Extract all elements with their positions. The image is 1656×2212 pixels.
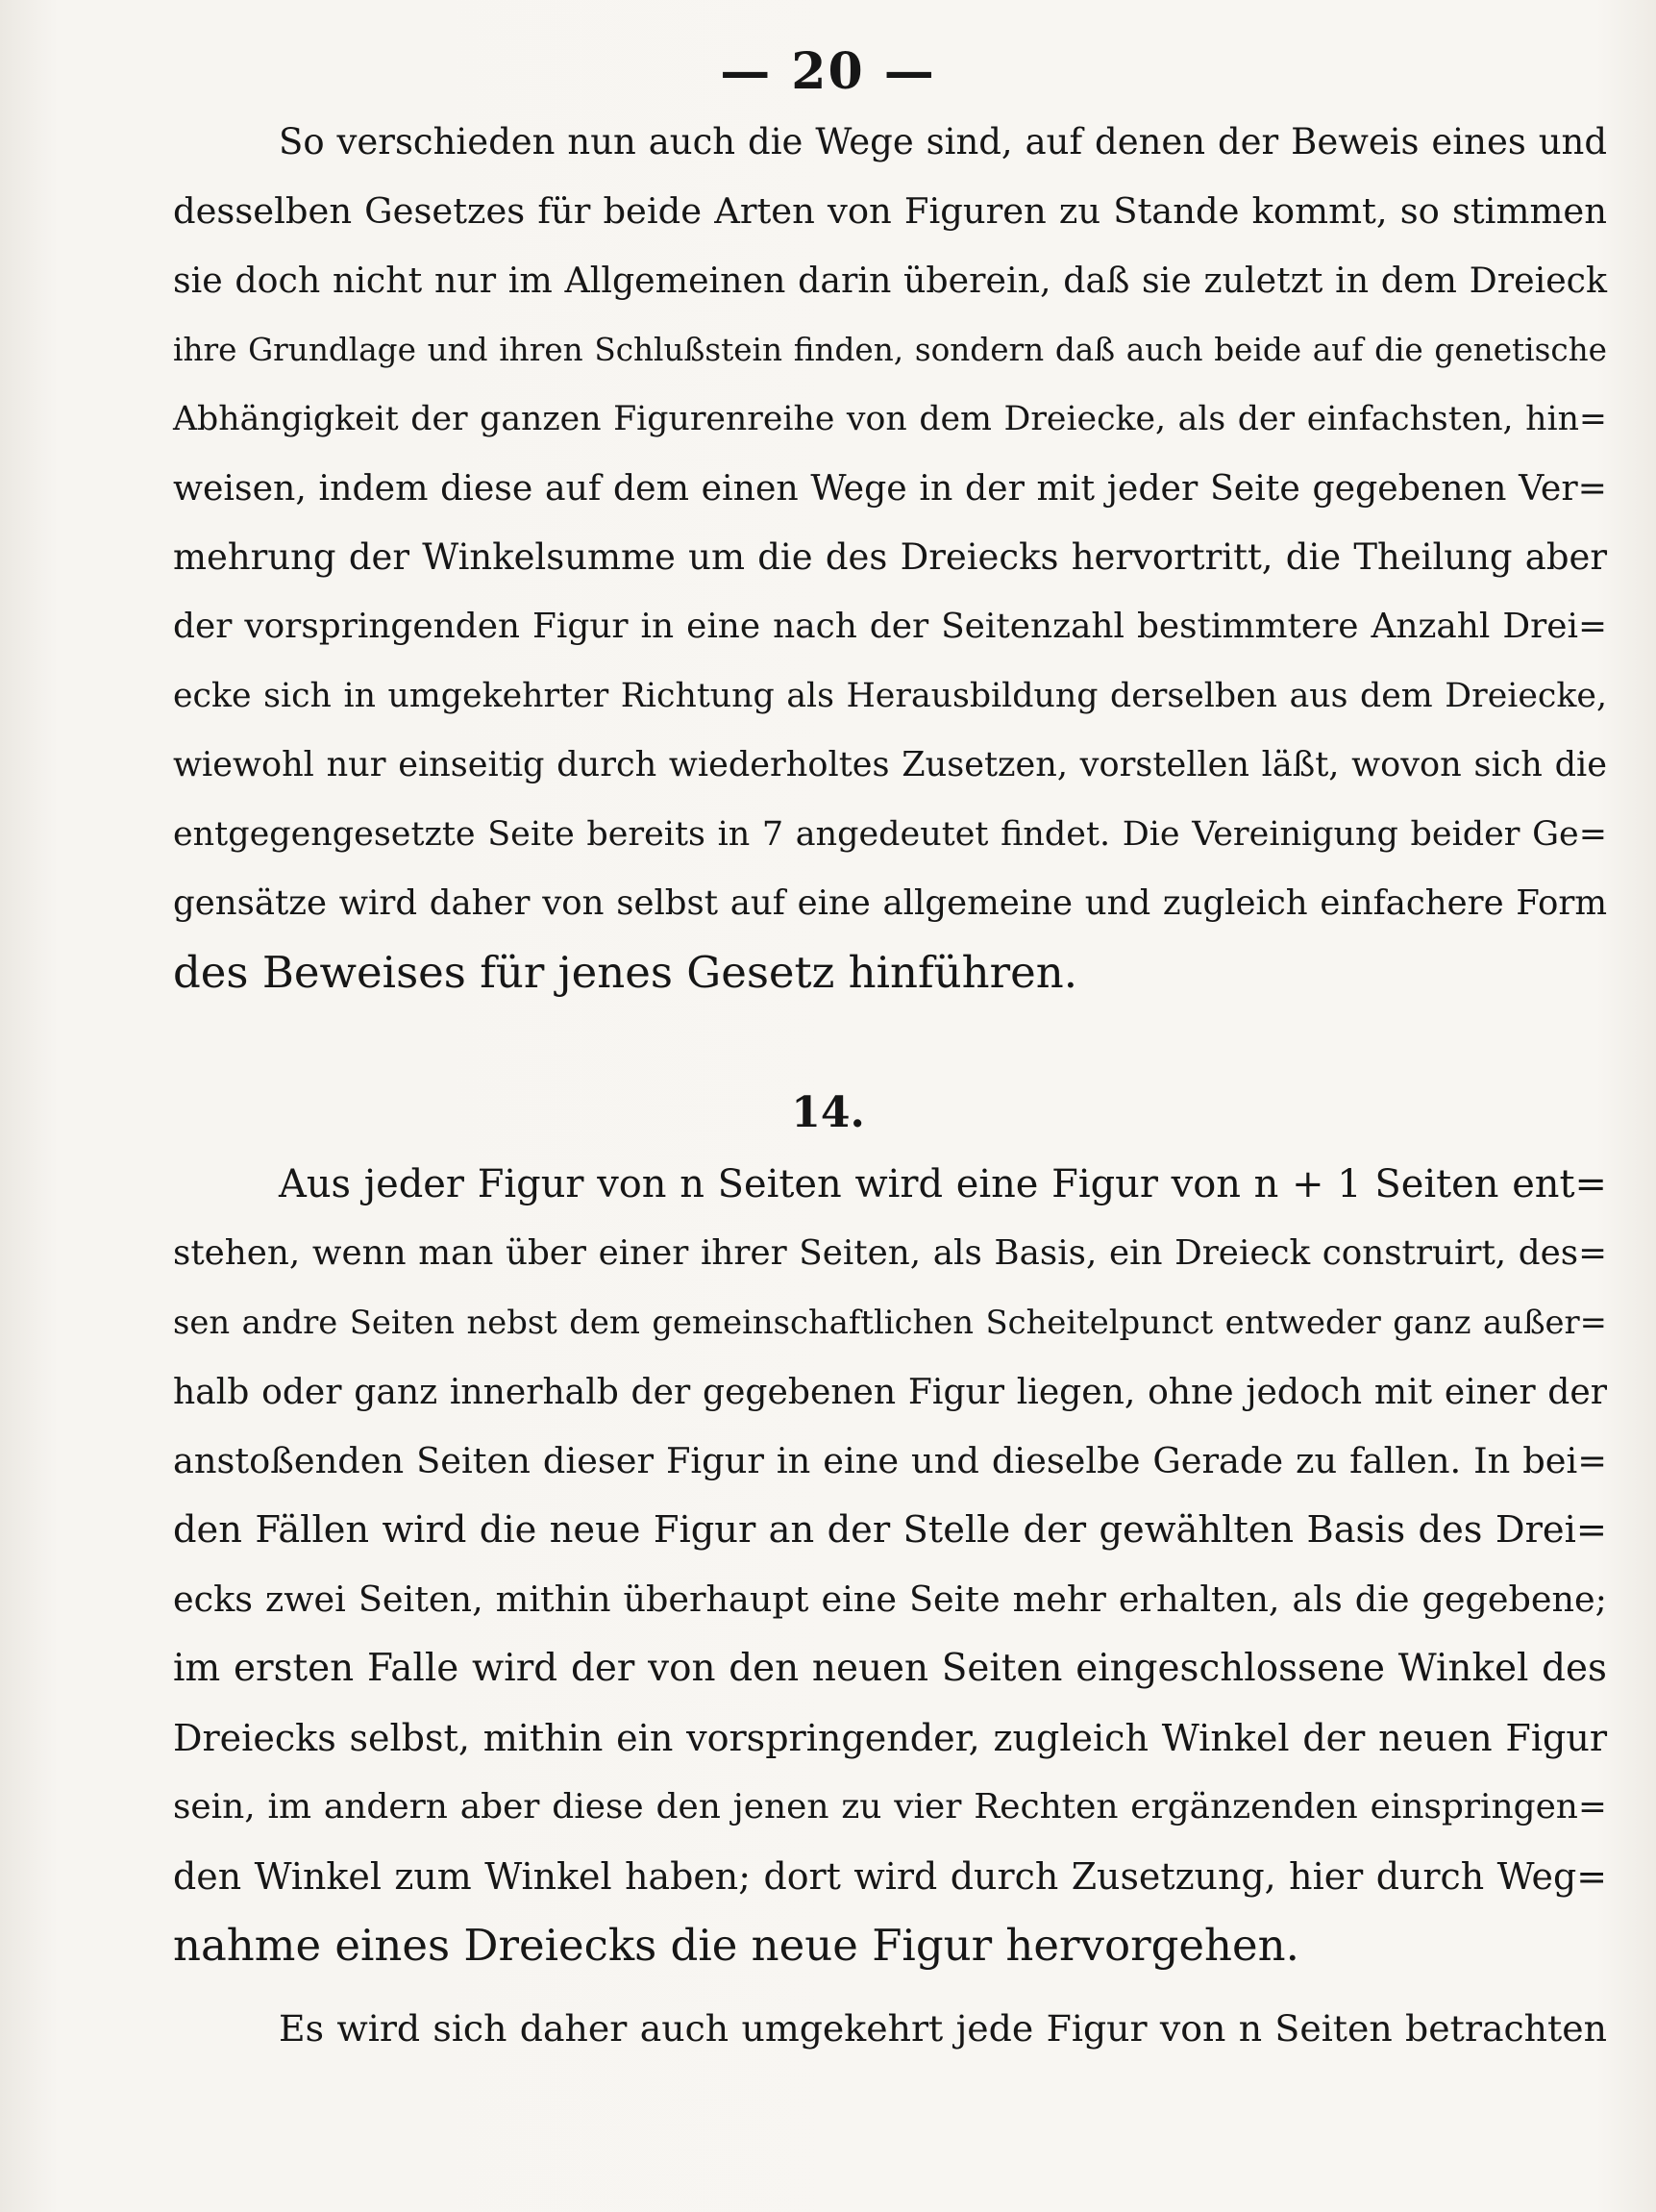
text-line: halb oder ganz innerhalb der gegebenen Figur liegen, ohne jedoch mit einer der <box>173 1372 1607 1412</box>
text-line: sie doch nicht nur im Allgemeinen darin überein, daß sie zuletzt in dem Dreieck <box>173 260 1607 301</box>
text-line: im ersten Falle wird der von den neuen Seiten eingeschlossene Winkel des <box>173 1647 1607 1690</box>
text-line: wiewohl nur einseitig durch wiederholtes Zusetzen, vorstellen läßt, wovon sich die <box>173 745 1607 784</box>
text-line: weisen, indem diese auf dem einen Wege in der mit jeder Seite gegebenen Ver= <box>173 467 1607 509</box>
text-line: mehrung der Winkelsumme um die des Dreiecks hervortritt, die Theilung aber <box>173 536 1607 578</box>
text-line: ecks zwei Seiten, mithin überhaupt eine Seite mehr erhalten, als die gegebene; <box>173 1578 1607 1620</box>
text-line: des Beweises für jenes Gesetz hinführen. <box>173 947 1078 998</box>
text-line: den Fällen wird die neue Figur an der Stelle der gewählten Basis des Drei= <box>173 1508 1607 1552</box>
text-line: entgegengesetzte Seite bereits in 7 angedeutet findet. Die Vereinigung beider Ge= <box>173 815 1607 854</box>
text-line: Aus jeder Figur von n Seiten wird eine Figur von n + 1 Seiten ent= <box>279 1162 1607 1206</box>
text-line: ecke sich in umgekehrter Richtung als Herausbildung derselben aus dem Dreiecke, <box>173 677 1607 715</box>
text-line: der vorspringenden Figur in eine nach der Seitenzahl bestimmtere Anzahl Drei= <box>173 607 1607 646</box>
text-line: Es wird sich daher auch umgekehrt jede Figur von n Seiten betrachten <box>279 2007 1607 2050</box>
text-line: anstoßenden Seiten dieser Figur in eine und dieselbe Gerade zu fallen. In bei= <box>173 1440 1607 1481</box>
text-line: desselben Gesetzes für beide Arten von Figuren zu Stande kommt, so stimmen <box>173 190 1607 232</box>
text-line: nahme eines Dreiecks die neue Figur hervorgehen. <box>173 1920 1299 1971</box>
section-heading: 14. <box>791 1088 865 1137</box>
text-line: Abhängigkeit der ganzen Figurenreihe von dem Dreiecke, als der einfachsten, hin= <box>173 400 1607 438</box>
text-line: den Winkel zum Winkel haben; dort wird durch Zusetzung, hier durch Weg= <box>173 1855 1607 1898</box>
text-line: Dreiecks selbst, mithin ein vorspringender, zugleich Winkel der neuen Figur <box>173 1717 1607 1759</box>
page-number: — 20 — <box>720 42 936 101</box>
text-line: gensätze wird daher von selbst auf eine allgemeine und zugleich einfachere Form <box>173 883 1607 923</box>
text-line: sein, im andern aber diese den jenen zu vier Rechten ergänzenden einspringen= <box>173 1787 1607 1827</box>
text-line: ihre Grundlage und ihren Schlußstein finden, sondern daß auch beide auf die genetische <box>173 332 1607 368</box>
text-line: So verschieden nun auch die Wege sind, auf denen der Beweis eines und <box>279 121 1607 162</box>
text-line: sen andre Seiten nebst dem gemeinschaftlichen Scheitelpunct entweder ganz außer= <box>173 1304 1607 1341</box>
text-line: stehen, wenn man über einer ihrer Seiten, als Basis, ein Dreieck construirt, des= <box>173 1233 1607 1273</box>
